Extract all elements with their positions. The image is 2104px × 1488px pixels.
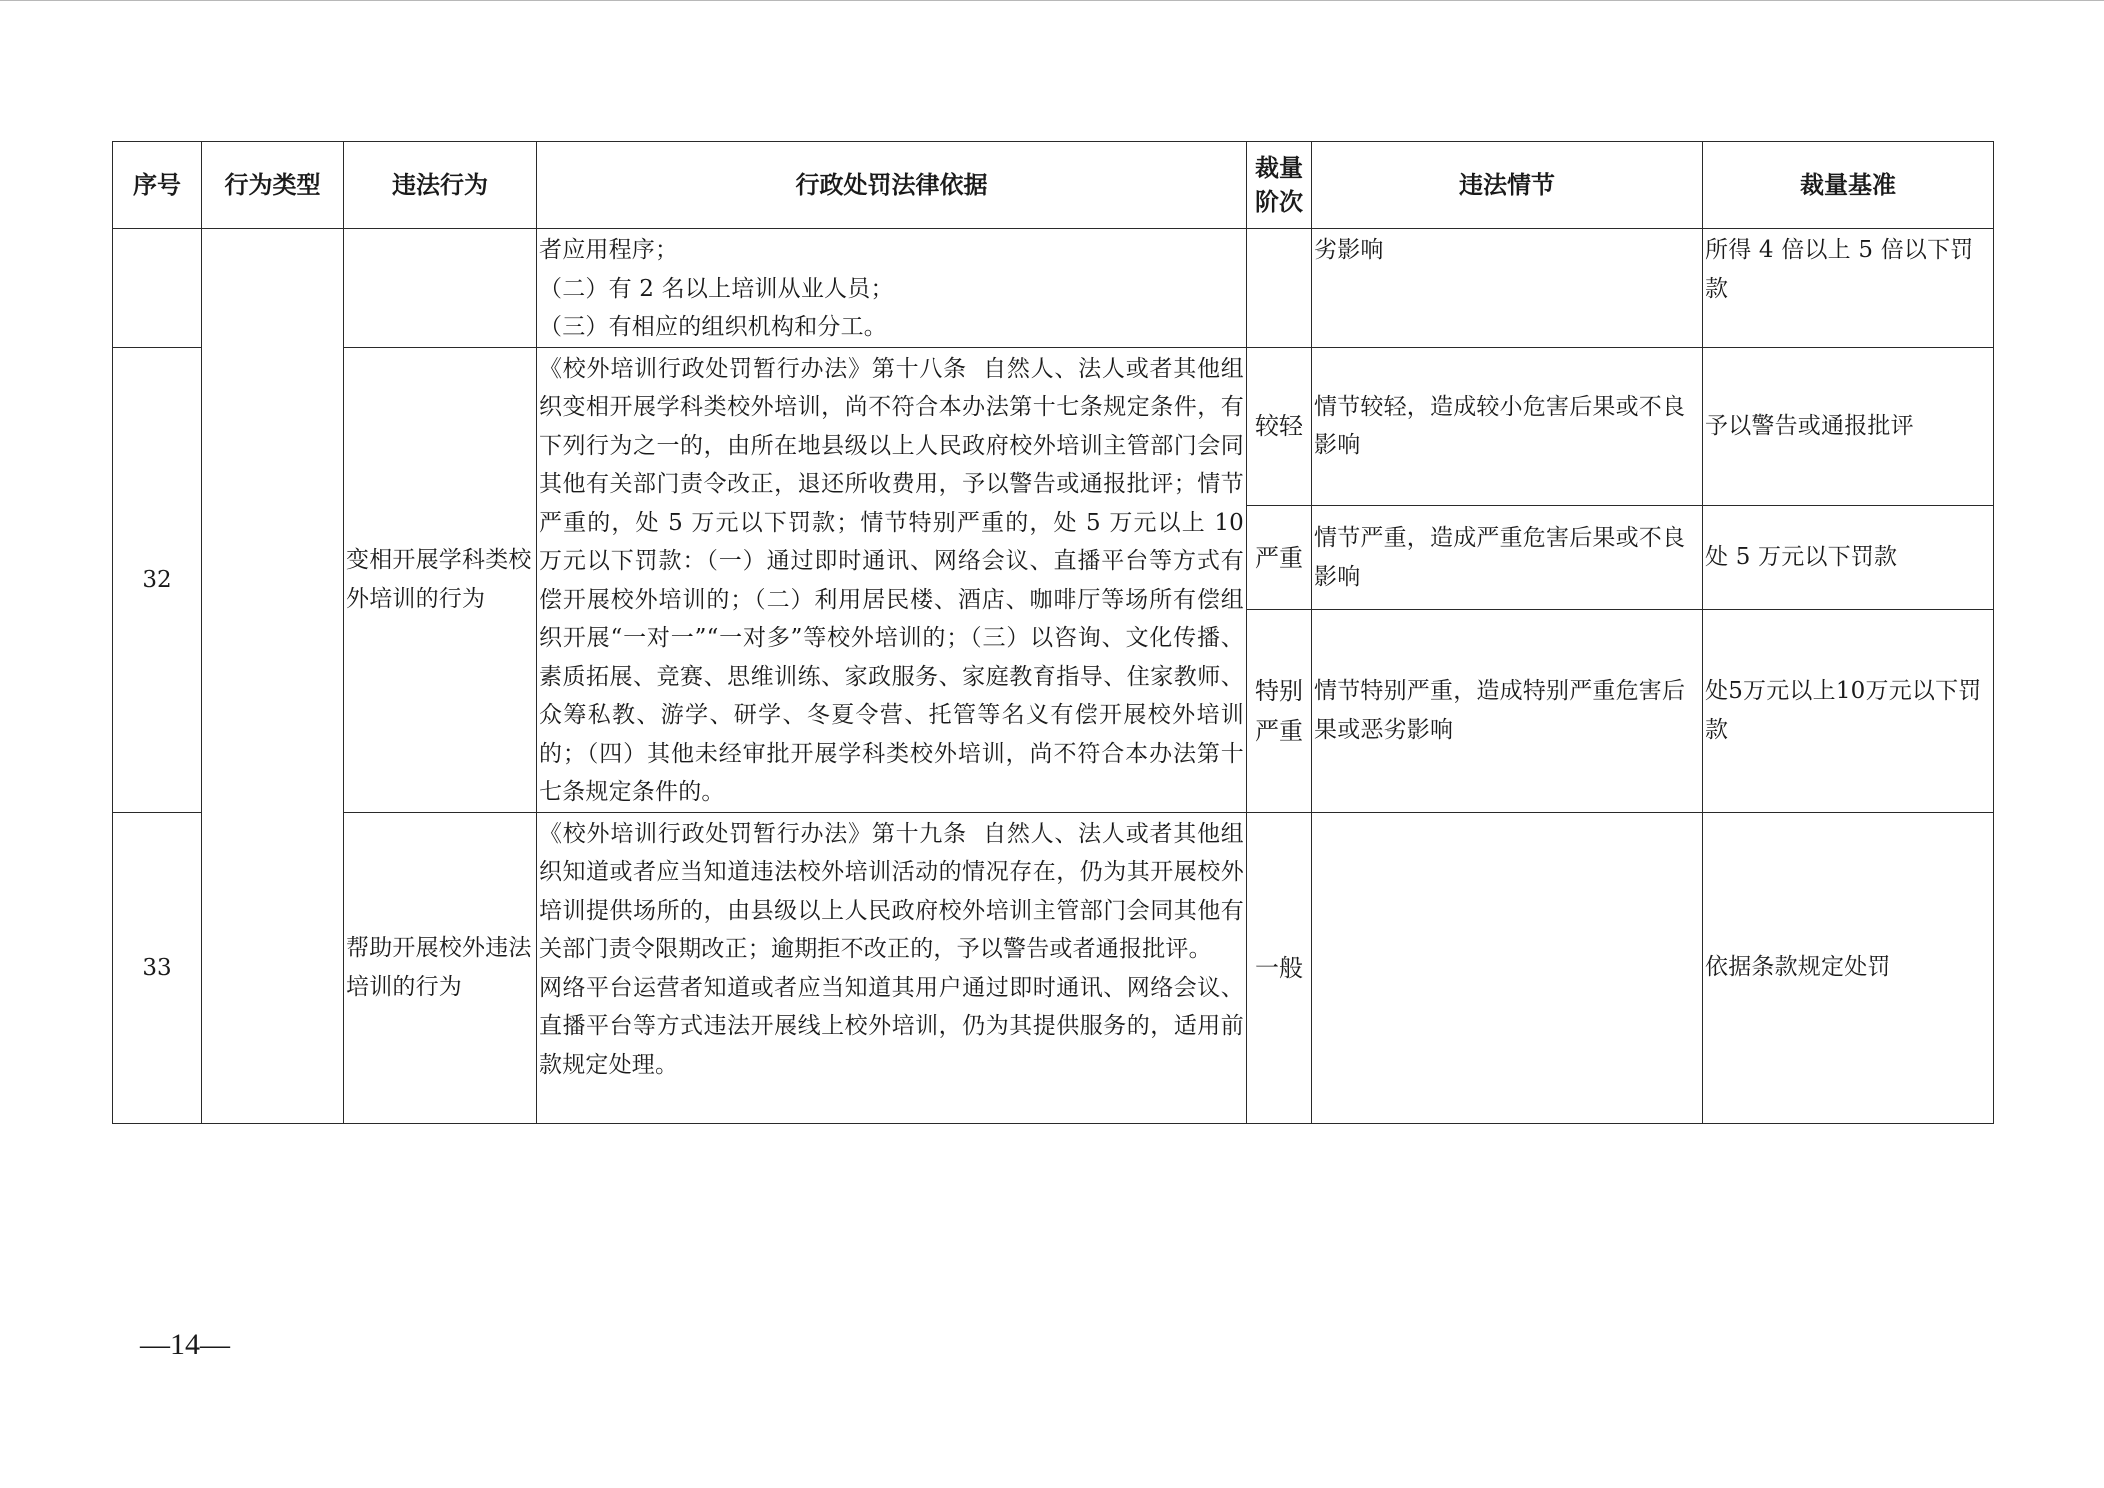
cell-standard-continued: 所得 4 倍以上 5 倍以下罚款: [1703, 229, 1994, 348]
cell-legal-basis-continued: 者应用程序； （二）有 2 名以上培训从业人员； （三）有相应的组织机构和分工。: [537, 229, 1247, 348]
header-discretion-level: 裁量 阶次: [1247, 142, 1312, 229]
header-number: 序号: [113, 142, 202, 229]
cell-level-32-serious: 严重: [1247, 505, 1312, 609]
cell-number-empty: [113, 229, 202, 348]
header-standard: 裁量基准: [1703, 142, 1994, 229]
cell-behavior-type-empty: [202, 229, 344, 1124]
cell-number-33: 33: [113, 812, 202, 1123]
cell-standard-32-light: 予以警告或通报批评: [1703, 347, 1994, 505]
cell-circumstance-continued: 劣影响: [1312, 229, 1703, 348]
cell-level-32-light: 较轻: [1247, 347, 1312, 505]
cell-circumstance-32-very-serious: 情节特别严重，造成特别严重危害后果或恶劣影响: [1312, 610, 1703, 812]
cell-circumstance-32-serious: 情节严重，造成严重危害后果或不良影响: [1312, 505, 1703, 609]
cell-standard-32-serious: 处 5 万元以下罚款: [1703, 505, 1994, 609]
cell-circumstance-33: [1312, 812, 1703, 1123]
table-row-32-level-1: [113, 347, 1994, 505]
cell-violation-empty: [344, 229, 537, 348]
cell-level-empty: [1247, 229, 1312, 348]
cell-circumstance-32-light: 情节较轻，造成较小危害后果或不良影响: [1312, 347, 1703, 505]
cell-violation-33: 帮助开展校外违法培训的行为: [344, 812, 537, 1123]
table-row-33: [113, 812, 1994, 1123]
cell-violation-32: 变相开展学科类校外培训的行为: [344, 347, 537, 812]
cell-standard-32-very-serious: 处5万元以上10万元以下罚款: [1703, 610, 1994, 812]
cell-legal-basis-32: 《校外培训行政处罚暂行办法》第十八条 自然人、法人或者其他组织变相开展学科类校外培训，尚不符合本办法第十七条规定条件，有下列行为之一的，由所在地县级以上人民政府校外培训主管部门会同其他有关部门责令改正，退还所收费用，予以警告或通报批评；情节严重的，处 5 万元以下罚款；情节特别严重的，处 5 万元以上 10 万元以下罚款：（一）通过即时通讯、网络会议、直播平台等方式有偿开展校外培训的；（二）利用居民楼、酒店、咖啡厅等场所有偿组织开展“一对一”“一对多”等校外培训的；（三）以咨询、文化传播、素质拓展、竞赛、思维训练、家政服务、家庭教育指导、住家教师、众筹私教、游学、研学、冬夏令营、托管等名义有偿开展校外培训的；（四）其他未经审批开展学科类校外培训，尚不符合本办法第十七条规定条件的。: [537, 347, 1247, 812]
table-row-continuation: [113, 229, 1994, 348]
cell-level-33-general: 一般: [1247, 812, 1312, 1123]
page-number: —14—: [140, 1328, 230, 1361]
penalty-discretion-table: [112, 141, 1994, 1124]
header-row: [113, 142, 1994, 229]
cell-level-32-very-serious: 特别 严重: [1247, 610, 1312, 812]
cell-number-32: 32: [113, 347, 202, 812]
cell-standard-33: 依据条款规定处罚: [1703, 812, 1994, 1123]
cell-legal-basis-33: 《校外培训行政处罚暂行办法》第十九条 自然人、法人或者其他组织知道或者应当知道违法校外培训活动的情况存在，仍为其开展校外培训提供场所的，由县级以上人民政府校外培训主管部门会同其他有关部门责令限期改正；逾期拒不改正的，予以警告或者通报批评。 网络平台运营者知道或者应当知道其用户通过即时通讯、网络会议、直播平台等方式违法开展线上校外培训，仍为其提供服务的，适用前款规定处理。: [537, 812, 1247, 1123]
header-behavior-type: 行为类型: [202, 142, 344, 229]
header-violation: 违法行为: [344, 142, 537, 229]
header-legal-basis: 行政处罚法律依据: [537, 142, 1247, 229]
header-circumstance: 违法情节: [1312, 142, 1703, 229]
